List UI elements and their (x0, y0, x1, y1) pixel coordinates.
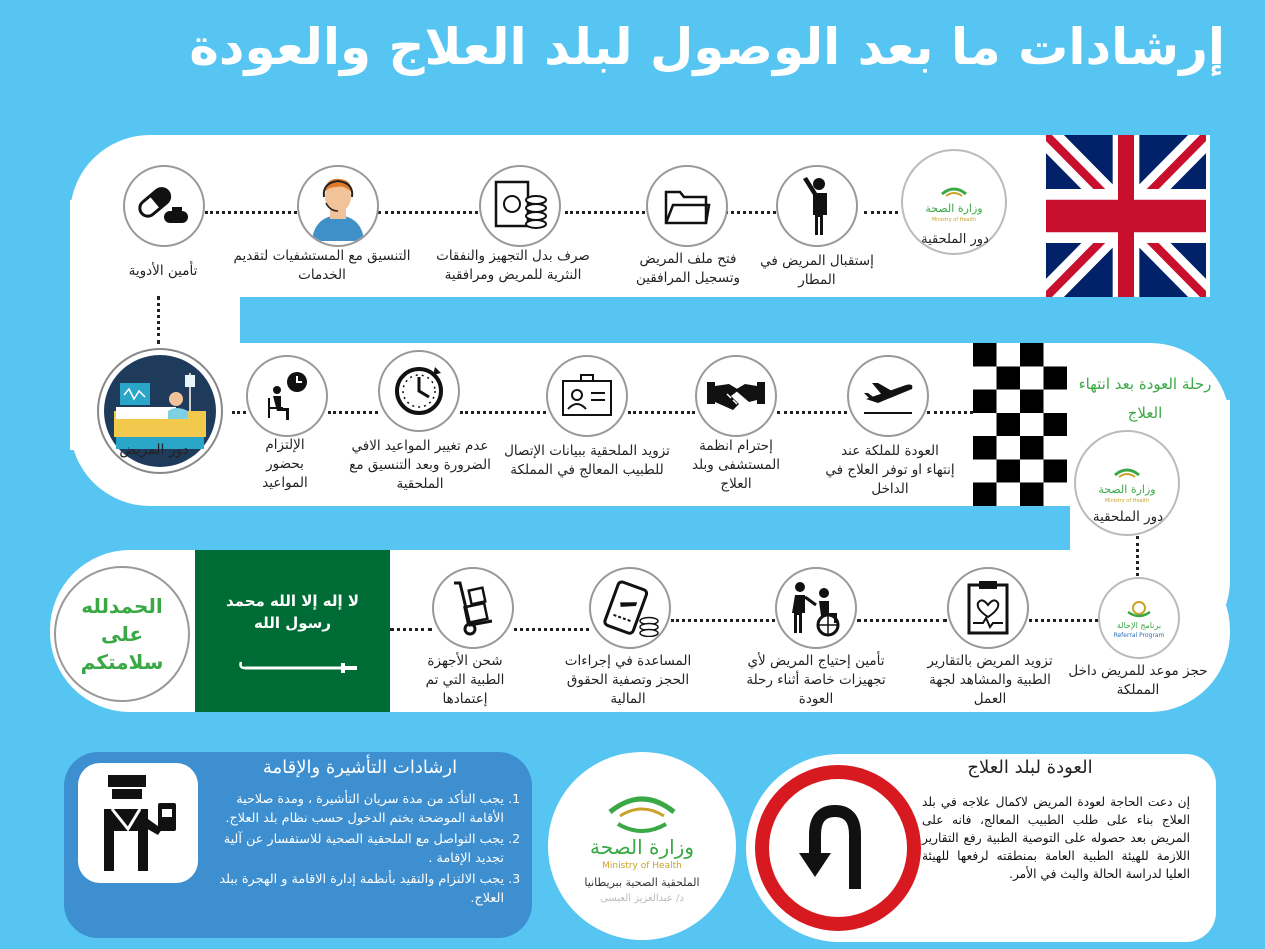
connector (378, 211, 478, 214)
step-label: الإلتزام بحضور المواعيد (262, 437, 308, 491)
connector (328, 411, 378, 414)
return-body: إن دعت الحاجة لعودة المريض لاكمال علاجه في بلد العلاج بناء على طلب الطبيب المعالج، فانه على المريض بعد حصوله على التوصية الطبية رفع التقارير اللازمة للهيئة الطبية العامة بمنطقته لرفعها للهيئة العليا لدراسة الحالة والبث في الأمر. (922, 795, 1190, 881)
svg-text:برنامج الإحالة: برنامج الإحالة (1116, 621, 1162, 630)
step-label: تزويد المريض بالتقارير الطبية والمشاهد لجهة العمل (927, 653, 1053, 707)
farewell-line: على (100, 622, 144, 646)
no-uturn-sign (755, 765, 921, 931)
ministry-logo-icon (1097, 461, 1157, 505)
svg-text:د/ عبدالعزيز العيسى: د/ عبدالعزيز العيسى (600, 893, 684, 904)
id-card-icon (559, 373, 615, 419)
visa-list (200, 790, 522, 910)
connector (565, 211, 645, 214)
step-circle (123, 165, 205, 247)
step-label: دور الملحقية (1092, 509, 1164, 525)
connector (232, 411, 246, 414)
svg-text:Referral Program: Referral Program (1113, 632, 1165, 639)
step-circle (246, 355, 328, 437)
visa-title: ارشادات التأشيرة والإقامة (262, 757, 458, 778)
svg-text:Ministry of Health: Ministry of Health (1104, 498, 1150, 504)
visa-item: 1. يجب التأكد من مدة سريان التأشيرة ، ومدة صلاحية الأقامة الموضحة بختم الدخول حسب نظام بلد العلاج. (200, 790, 504, 828)
farewell-line: الحمدلله (81, 594, 163, 618)
connector (390, 628, 432, 631)
connector (777, 411, 847, 414)
referral-logo-circle (1098, 577, 1180, 659)
connector (205, 211, 297, 214)
connector (1029, 619, 1098, 622)
step-circle (589, 567, 671, 649)
farewell-line: سلامتكم (80, 650, 164, 674)
svg-text:Ministry of Health: Ministry of Health (931, 217, 977, 223)
connector (857, 619, 947, 622)
sword-icon (195, 550, 390, 712)
folder-icon (662, 184, 712, 228)
immigration-officer-icon (78, 763, 198, 883)
step-label: المساعدة في إجراءات الحجز وتصفية الحقوق المالية (564, 653, 692, 707)
return-title: العودة لبلد العلاج (967, 757, 1093, 778)
svg-text:وزارة الصحة: وزارة الصحة (1098, 483, 1156, 496)
step-label: تأمين إحتياج المريض لأي تجهيزات خاصة أثناء رحلة العودة (746, 653, 886, 707)
step-label: تزويد الملحقية ببيانات الإتصال للطبيب المعالج في المملكة (504, 443, 670, 478)
connector (628, 411, 695, 414)
clipboard-icon (963, 579, 1013, 637)
hand-truck-icon (448, 579, 498, 637)
step-circle (776, 165, 858, 247)
step-label: إحترام انظمة المستشفى وبلد العلاج (691, 438, 781, 492)
uk-flag (1046, 135, 1206, 297)
return-trip-heading: رحلة العودة بعد انتهاء العلاج (1078, 375, 1212, 422)
attache-logo-circle (548, 752, 736, 940)
svg-text:وزارة الصحة: وزارة الصحة (925, 202, 983, 215)
page-title: إرشادات ما بعد الوصول لبلد العلاج والعودة (189, 18, 1225, 76)
step-label: عدم تغيير المواعيد الافي الضرورة وبعد التنسيق مع الملحقية (349, 438, 491, 492)
step-circle (947, 567, 1029, 649)
connector (514, 628, 589, 631)
step-circle (432, 567, 514, 649)
ministry-logo-icon (548, 752, 736, 940)
referral-logo-icon (1108, 596, 1170, 640)
connector (864, 211, 898, 214)
ministry-logo-icon (924, 180, 984, 224)
svg-text:Ministry of Health: Ministry of Health (602, 861, 682, 871)
step-circle (479, 165, 561, 247)
visa-item: 2. يجب التواصل مع الملحقية الصحية للاستفسار عن آلية تجديد الإقامة . (200, 830, 504, 868)
step-circle (297, 165, 379, 247)
connector (1136, 536, 1139, 576)
step-circle (378, 350, 460, 432)
step-label: التنسيق مع المستشفيات لتقديم الخدمات (233, 248, 411, 283)
svg-text:وزارة الصحة: وزارة الصحة (590, 835, 694, 859)
connector (671, 619, 775, 622)
step-label: العودة للملكة عند إنتهاء او توفر العلاج في الداخل (825, 443, 955, 497)
connector (460, 411, 546, 414)
shahada-text: لا إله إلا الله محمد رسول الله (225, 592, 360, 632)
step-circle (646, 165, 728, 247)
svg-text:الملحقية الصحية ببريطانيا: الملحقية الصحية ببريطانيا (584, 876, 700, 889)
saudi-flag (195, 550, 390, 712)
step-label: شحن الأجهزة الطبية التي تم إعتمادها (425, 653, 505, 707)
step-circle (546, 355, 628, 437)
money-icon (490, 176, 550, 236)
connector (157, 296, 160, 344)
step-circle (695, 355, 777, 437)
agent-icon (306, 171, 370, 241)
step-label: دور المريض (119, 442, 189, 458)
step-circle (775, 567, 857, 649)
step-label: صرف بدل التجهيز والنفقات النثرية للمريض ومرافقية (436, 248, 590, 283)
step-label: تأمين الأدوية (128, 263, 198, 279)
step-label: دور الملحقية (921, 232, 989, 247)
step-label: فتح ملف المريض وتسجيل المرافقين (635, 251, 741, 286)
wheelchair-icon (786, 579, 846, 637)
step-label: إستقبال المريض في المطار (760, 253, 874, 288)
waiting-icon (259, 368, 315, 424)
visa-item: 3. يجب الالتزام والتقيد بأنظمة إدارة الاقامة و الهجرة ببلد العلاج. (200, 870, 504, 908)
step-circle (847, 355, 929, 437)
person-icon (789, 175, 845, 237)
clock-arrow-icon (389, 361, 449, 421)
visa-icon-box (78, 763, 198, 883)
pills-icon (132, 181, 196, 231)
step-label: حجز موعد للمريض داخل المملكة (1068, 663, 1208, 698)
farewell-circle (54, 566, 190, 702)
checkered-flag (973, 343, 1067, 506)
plane-icon (858, 373, 918, 419)
ticket-icon (599, 579, 661, 637)
handshake-icon (705, 376, 767, 416)
u-turn-icon (755, 765, 921, 931)
connector (927, 411, 973, 414)
